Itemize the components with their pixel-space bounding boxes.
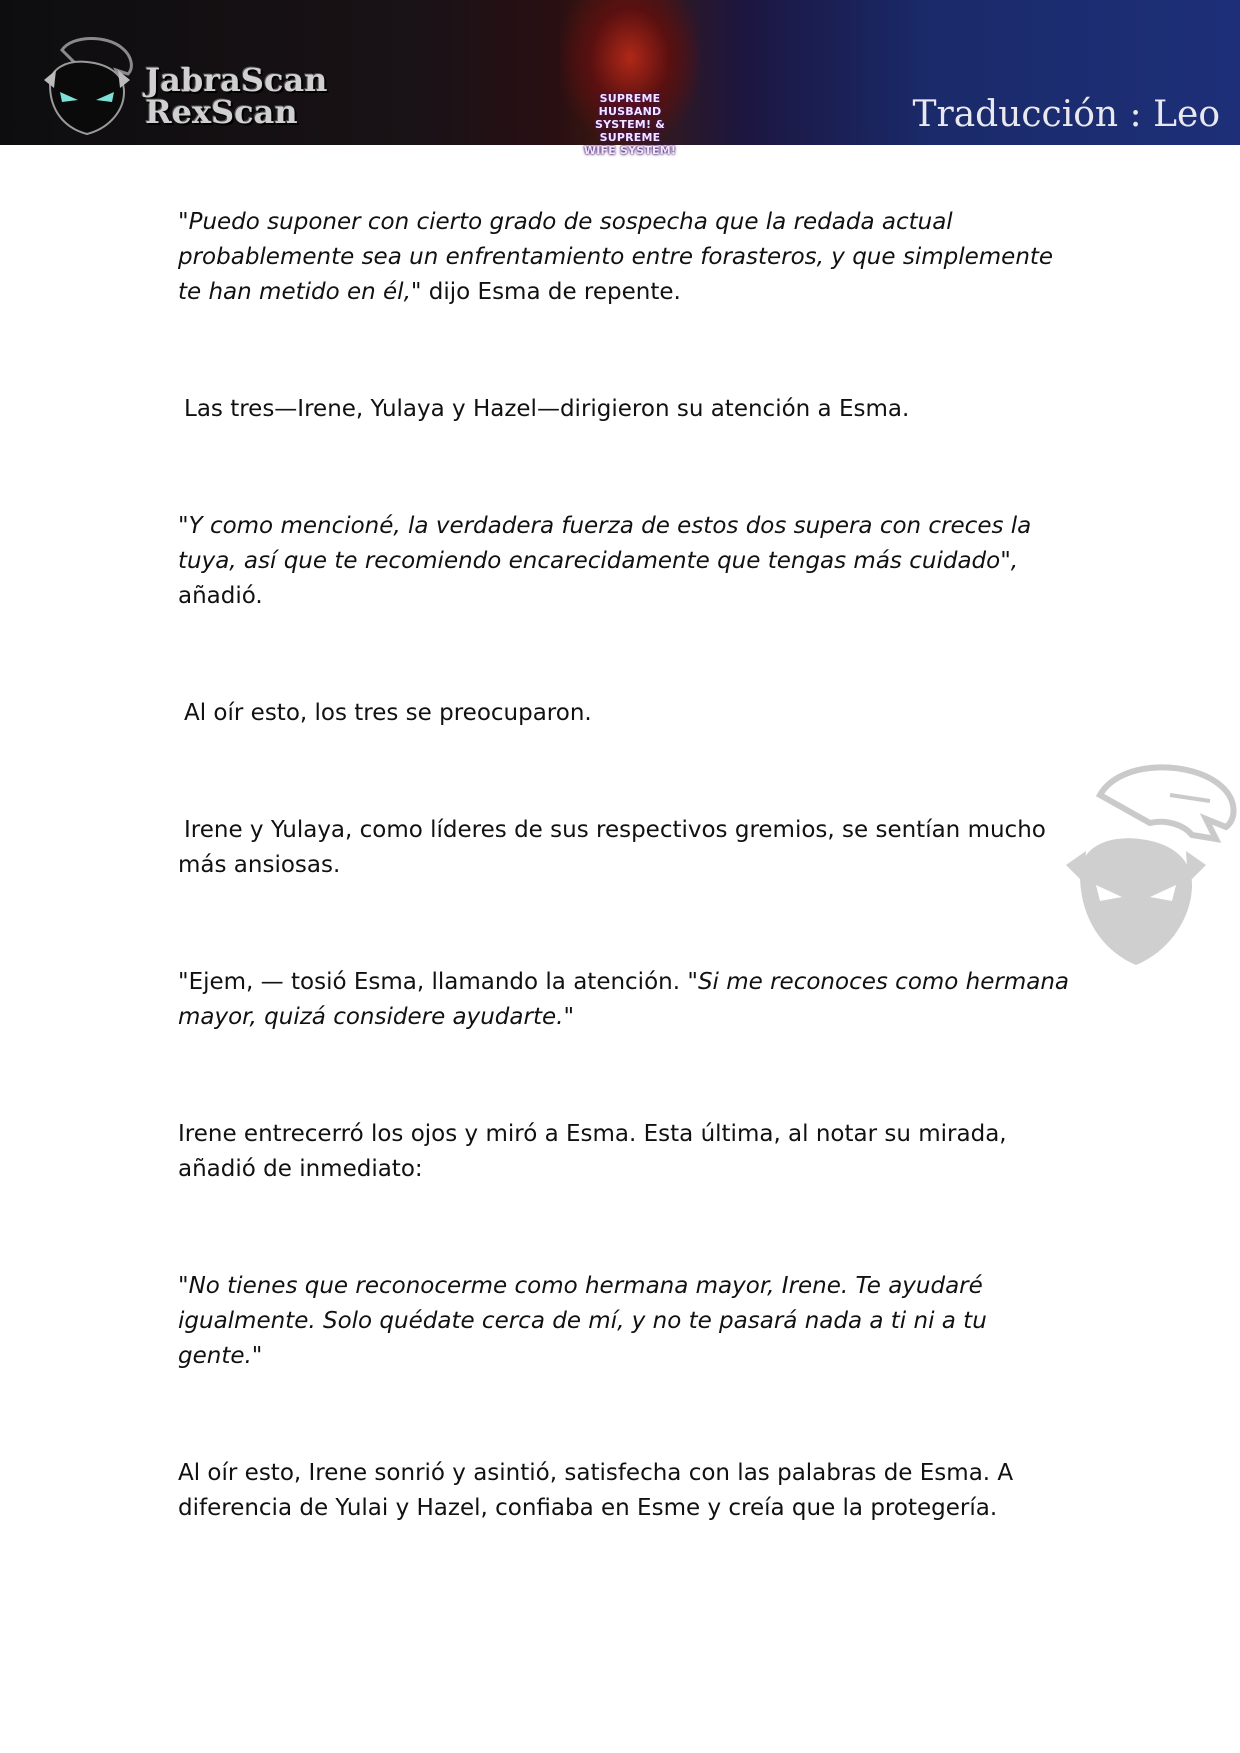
paragraph-2-text: Las tres—Irene, Yulaya y Hazel—dirigieron su atención a Esma. <box>184 396 910 422</box>
paragraph-1-quote: "Puedo suponer con cierto grado de sospecha que la redada actual probablemente sea un enfrentamiento entre forasteros, y que simplemente te han metido en él," <box>178 209 1054 305</box>
paragraph-3-quote: "Y como mencioné, la verdadera fuerza de estos dos supera con creces la tuya, así que te recomiendo encarecidamente que tengas más cuidado", <box>178 513 1032 574</box>
paragraph-9 <box>178 1456 1078 1526</box>
paragraph-3 <box>178 509 1078 614</box>
paragraph-5-text: Irene y Yulaya, como líderes de sus respectivos gremios, se sentían mucho más ansiosas. <box>178 817 1046 878</box>
paragraph-4 <box>178 696 1078 731</box>
logo-line-2: RexScan <box>145 93 298 131</box>
novel-cover-art <box>560 0 700 157</box>
dinosaur-watermark-icon <box>1060 755 1240 985</box>
cover-title-line-2: SYSTEM! & SUPREME <box>594 118 665 144</box>
translation-credit: Traducción : Leo <box>912 94 1220 135</box>
paragraph-6-head: "Ejem, — tosió Esma, llamando la atención. " <box>178 969 698 995</box>
paragraph-9-text: Al oír esto, Irene sonrió y asintió, satisfecha con las palabras de Esma. A diferencia de Yulai y Hazel, confiaba en Esme y creía que la protegería. <box>178 1460 1014 1521</box>
paragraph-8-text: "No tienes que reconocerme como hermana mayor, Irene. Te ayudaré igualmente. Solo quédate cerca de mí, y no te pasará nada a ti ni a tu gente." <box>178 1273 987 1369</box>
paragraph-6 <box>178 965 1078 1035</box>
novel-cover-title <box>570 92 690 157</box>
paragraph-1 <box>178 205 1078 310</box>
dinosaur-mask-logo-icon <box>32 30 142 140</box>
site-logo-text <box>145 61 328 131</box>
chapter-text <box>178 205 1078 1608</box>
paragraph-5 <box>178 813 1078 883</box>
paragraph-7-text: Irene entrecerró los ojos y miró a Esma. Esta última, al notar su mirada, añadió de inmediato: <box>178 1121 1007 1182</box>
paragraph-6-quote: Si me reconoces como hermana mayor, quizá considere ayudarte." <box>178 969 1070 1030</box>
paragraph-7 <box>178 1117 1078 1187</box>
cover-title-line-3: WIFE SYSTEM! <box>583 144 677 157</box>
paragraph-8 <box>178 1269 1078 1374</box>
cover-title-line-1: SUPREME HUSBAND <box>598 92 662 118</box>
paragraph-3-tail: añadió. <box>178 583 263 609</box>
paragraph-1-tail: dijo Esma de repente. <box>421 279 681 305</box>
paragraph-2 <box>178 392 1078 427</box>
header-banner <box>0 0 1240 157</box>
logo-line-1: JabraScan <box>145 61 328 99</box>
paragraph-4-text: Al oír esto, los tres se preocuparon. <box>184 700 592 726</box>
